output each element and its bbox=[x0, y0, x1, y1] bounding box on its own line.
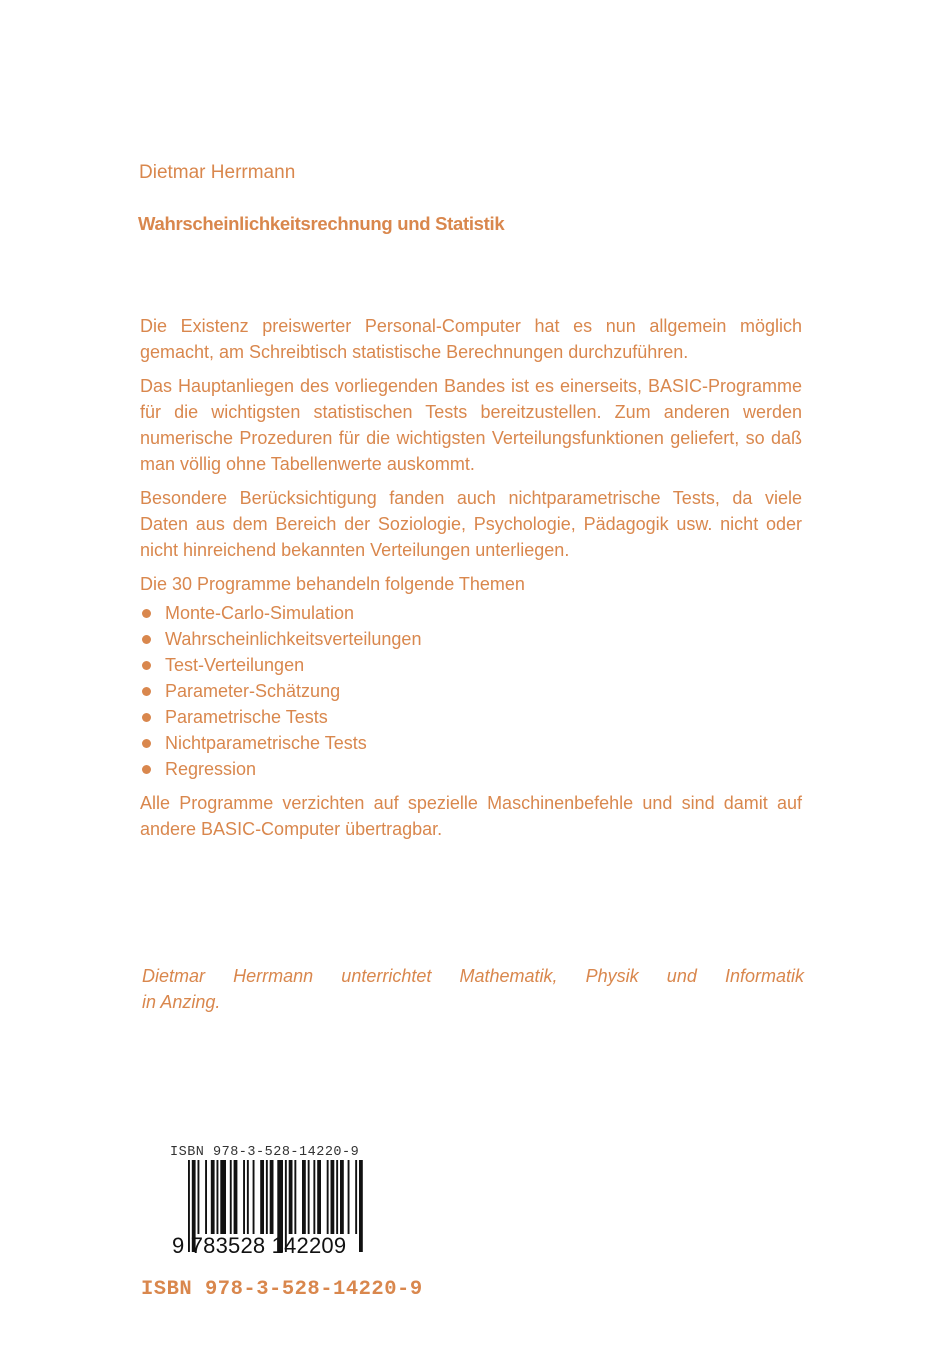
book-title: Wahrscheinlichkeitsrechnung und Statistik bbox=[138, 213, 505, 234]
list-item bbox=[140, 704, 802, 730]
bullet-icon bbox=[142, 713, 151, 722]
barcode-bar bbox=[247, 1160, 249, 1234]
paragraph: Das Hauptanliegen des vorliegenden Bandes ist es einerseits, BASIC-Programme für die wichtigsten statistischen Tests bereitzustellen. Zum anderen werden numerische Prozeduren für die wichtigsten Verteilungsfunktionen geliefert, so daß man völlig ohne Tabellenwerte auskommt. bbox=[140, 376, 802, 474]
barcode-bar bbox=[198, 1160, 200, 1234]
barcode-bar bbox=[220, 1160, 226, 1234]
topic-label: Nichtparametrische Tests bbox=[165, 733, 367, 753]
barcode-bar bbox=[243, 1160, 245, 1234]
barcode-bar bbox=[270, 1160, 274, 1234]
barcode-isbn: ISBN 978-3-528-14220-9 bbox=[170, 1145, 360, 1160]
list-item bbox=[140, 730, 802, 756]
topic-label: Parameter-Schätzung bbox=[165, 681, 341, 701]
barcode-bar bbox=[294, 1160, 296, 1234]
bio-line: Dietmar Herrmann unterrichtet Mathematik, Physik und Informatik bbox=[142, 966, 804, 986]
barcode-bar bbox=[359, 1160, 363, 1252]
author-name: Dietmar Herrmann bbox=[139, 162, 296, 183]
barcode-bar bbox=[348, 1160, 350, 1234]
barcode-bar bbox=[302, 1160, 306, 1234]
barcode bbox=[170, 1145, 385, 1265]
isbn: ISBN 978-3-528-14220-9 bbox=[141, 1278, 423, 1301]
barcode-bar bbox=[266, 1160, 268, 1234]
blurb bbox=[140, 313, 802, 850]
paragraph: Die Existenz preiswerter Personal-Computer hat es nun allgemein möglich gemacht, am Schreibtisch statistische Berechnungen durchzuführen. bbox=[140, 316, 802, 362]
barcode-bar bbox=[211, 1160, 215, 1234]
bullet-icon bbox=[142, 609, 151, 618]
barcode-bar bbox=[336, 1160, 338, 1234]
bullet-icon bbox=[142, 661, 151, 670]
topic-list bbox=[140, 600, 802, 782]
closing-paragraph: Alle Programme verzichten auf spezielle Maschinenbefehle und sind damit auf andere BASIC-Computer übertragbar. bbox=[140, 793, 802, 839]
list-item bbox=[140, 678, 802, 704]
author-bio bbox=[142, 963, 804, 1015]
barcode-bar bbox=[308, 1160, 310, 1234]
barcode-bar bbox=[205, 1160, 207, 1234]
bullet-icon bbox=[142, 765, 151, 774]
barcode-bar bbox=[253, 1160, 255, 1234]
barcode-bar bbox=[217, 1160, 219, 1234]
topic-label: Wahrscheinlichkeitsverteilungen bbox=[165, 629, 422, 649]
list-item bbox=[140, 652, 802, 678]
barcode-digits: 9 783528 142209 bbox=[172, 1233, 347, 1258]
barcode-bar bbox=[340, 1160, 344, 1234]
barcode-bar bbox=[230, 1160, 232, 1234]
list-item bbox=[140, 600, 802, 626]
barcode-bar bbox=[331, 1160, 335, 1234]
topic-label: Monte-Carlo-Simulation bbox=[165, 603, 355, 623]
bullet-icon bbox=[142, 687, 151, 696]
barcode-bar bbox=[327, 1160, 329, 1234]
list-item bbox=[140, 626, 802, 652]
barcode-bar bbox=[317, 1160, 321, 1234]
bullet-icon bbox=[142, 739, 151, 748]
barcode-bar bbox=[289, 1160, 293, 1234]
paragraph: Besondere Berücksichtigung fanden auch nichtparametrische Tests, da viele Daten aus dem Bereich der Soziologie, Psychologie, Pädagogik usw. nicht oder nicht hinreichend bekannten Verteilungen unterliegen. bbox=[140, 488, 802, 560]
barcode-bar bbox=[313, 1160, 315, 1234]
paragraph: Die 30 Programme behandeln folgende Themen bbox=[140, 574, 525, 594]
barcode-bar bbox=[260, 1160, 264, 1234]
topic-label: Parametrische Tests bbox=[165, 707, 328, 727]
barcode-bar bbox=[234, 1160, 238, 1234]
barcode-bar bbox=[355, 1160, 357, 1234]
bio-line: in Anzing. bbox=[142, 992, 221, 1012]
topic-label: Test-Verteilungen bbox=[165, 655, 305, 675]
topic-label: Regression bbox=[165, 759, 257, 779]
list-item bbox=[140, 756, 802, 782]
bullet-icon bbox=[142, 635, 151, 644]
